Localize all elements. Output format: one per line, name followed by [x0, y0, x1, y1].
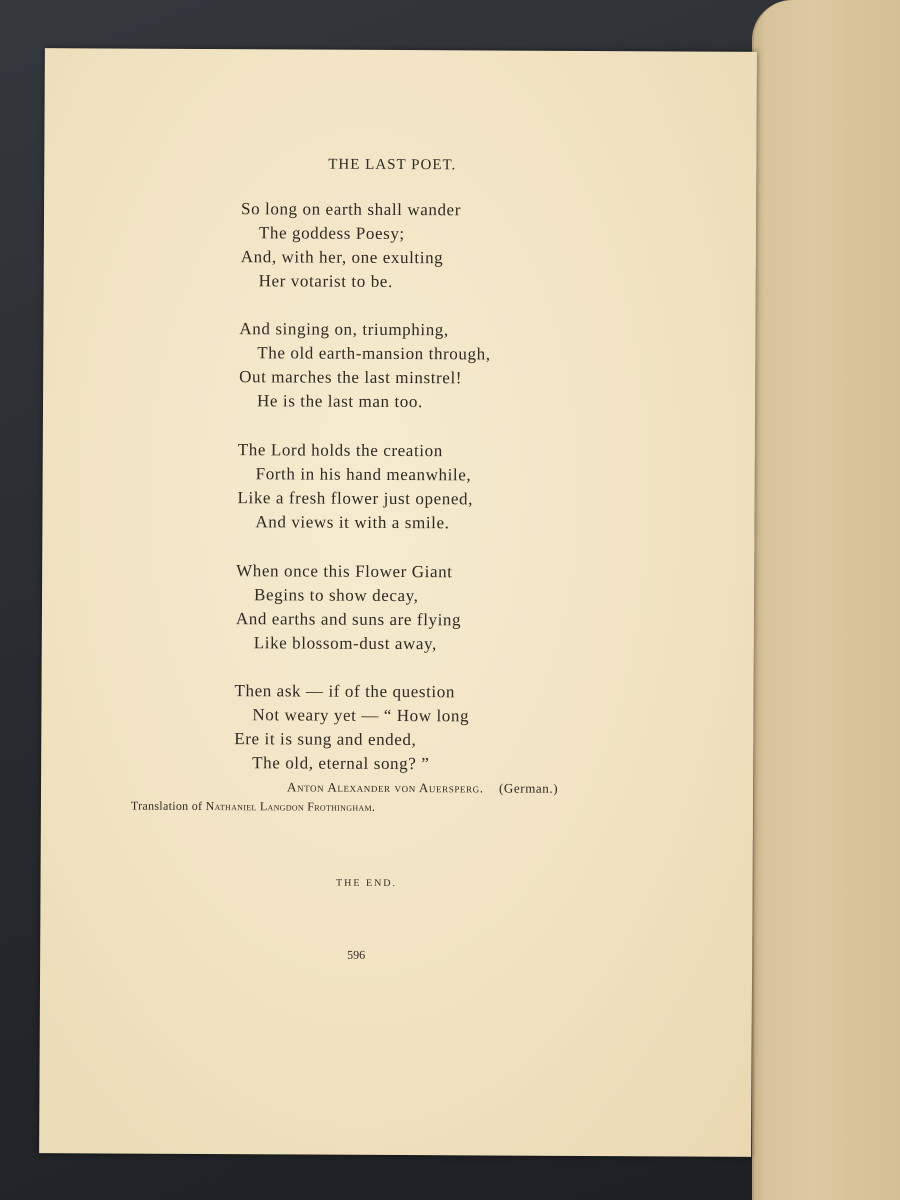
translation-credit — [131, 799, 375, 815]
source-language: (German.) — [498, 780, 559, 796]
poem-line: The old, eternal song? ” — [252, 753, 430, 774]
poem-line: Out marches the last minstrel! — [239, 367, 463, 388]
author-name: Anton Alexander von Auersperg. — [286, 779, 484, 796]
stanza-2 — [239, 317, 491, 414]
poem-line: And singing on, triumphing, — [239, 319, 449, 340]
author-attribution — [287, 779, 558, 796]
the-end-mark: THE END. — [336, 877, 398, 889]
stanza-3 — [237, 438, 473, 535]
translator-name: Nathaniel Langdon Frothingham. — [205, 798, 376, 814]
poem-line: Like a fresh flower just opened, — [237, 488, 473, 509]
translation-label: Translation of — [130, 798, 203, 813]
poem-line: When once this Flower Giant — [236, 561, 453, 582]
poem-line: The goddess Poesy; — [258, 223, 405, 244]
poem-line: The old earth-mansion through, — [257, 343, 491, 364]
poem-line: Not weary yet — “ How long — [252, 705, 470, 726]
poem-title: THE LAST POET. — [328, 156, 457, 174]
poem-line: Like blossom-dust away, — [253, 633, 437, 654]
stanza-5 — [234, 679, 469, 776]
book-page — [39, 48, 757, 1157]
stanza-1 — [241, 197, 461, 294]
poem-line: He is the last man too. — [257, 391, 423, 412]
poem-line: And earths and suns are flying — [235, 609, 462, 630]
stanza-4 — [236, 559, 462, 656]
poem-line: Forth in his hand meanwhile, — [255, 464, 472, 485]
poem-line: Ere it is sung and ended, — [234, 729, 417, 750]
page-number: 596 — [347, 947, 366, 962]
poem-line: Her votarist to be. — [258, 271, 393, 291]
poem-line: Begins to show decay, — [253, 585, 419, 606]
facing-page-edge — [752, 0, 900, 1200]
poem-line: Then ask — if of the question — [234, 681, 456, 702]
poem-line: The Lord holds the creation — [237, 440, 443, 461]
poem-line: And views it with a smile. — [255, 512, 450, 533]
poem-line: And, with her, one exulting — [240, 247, 444, 268]
poem-line: So long on earth shall wander — [241, 199, 462, 220]
